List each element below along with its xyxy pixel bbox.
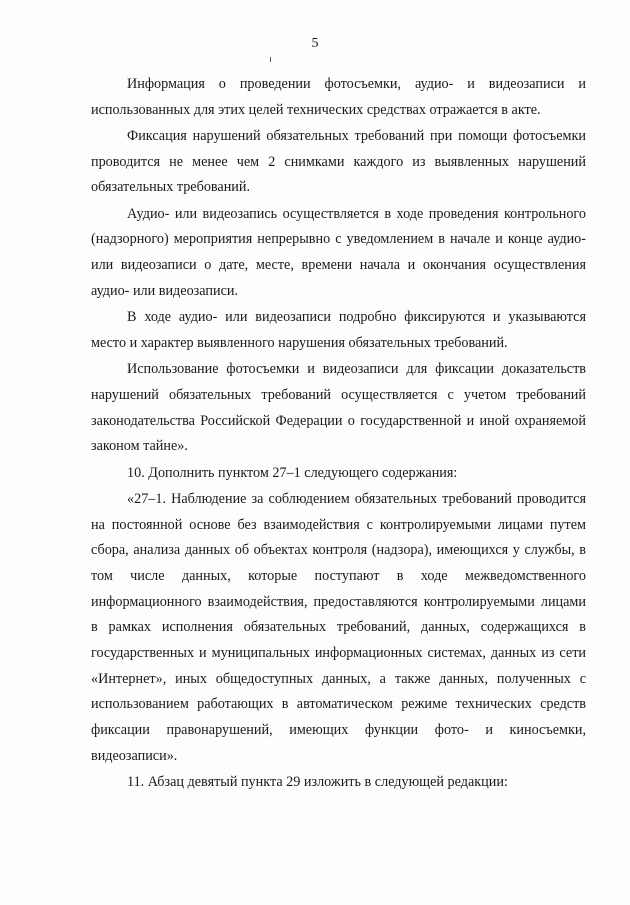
paragraph-photo-video-info: Информация о проведении фотосъемки, аудио- и видеозаписи и использованных для этих целей технических средствах отражается в акте. xyxy=(91,76,586,118)
paragraph-photo-fixation: Фиксация нарушений обязательных требований при помощи фотосъемки проводится не менее чем 2 снимками каждого из выявленных нарушений обязательных требований. xyxy=(91,128,586,196)
paragraph-evidence-usage: Использование фотосъемки и видеозаписи для фиксации доказательств нарушений обязательных требований осуществляется с учетом требований законодательства Российской Федерации о государственной и иной охраняемой законом тайне». xyxy=(91,361,586,455)
scan-speck xyxy=(270,57,271,62)
paragraph-item-10: 10. Дополнить пунктом 27–1 следующего содержания: xyxy=(127,464,458,481)
paragraph-item-11: 11. Абзац девятый пункта 29 изложить в следующей редакции: xyxy=(127,774,508,791)
document-body xyxy=(91,72,586,796)
page-number: 5 xyxy=(311,36,319,51)
paragraph-recording-details: В ходе аудио- или видеозаписи подробно фиксируются и указываются место и характер выявленного нарушения обязательных требований. xyxy=(91,309,586,351)
paragraph-audio-video-recording: Аудио- или видеозапись осуществляется в ходе проведения контрольного (надзорного) мероприятия непрерывно с уведомлением в начале и конце аудио- или видеозаписи о дате, месте, времени начала и окончания осуществления аудио- или видеозаписи. xyxy=(91,205,586,299)
paragraph-item-27-1: «27–1. Наблюдение за соблюдением обязательных требований проводится на постоянной основе без взаимодействия с контролируемыми лицами путем сбора, анализа данных об объектах контроля (надзора), имеющихся у службы, в том числе данных, которые поступают в ходе межведомственного информационного взаимодействия, предоставляются контролируемыми лицами в рамках исполнения обязательных требований, данных, содержащихся в государственных и муниципальных информационных системах, данных из сети «Интернет», иных общедоступных данных, а также данных, полученных с использованием работающих в автоматическом режиме технических средств фиксации правонарушений, имеющих функции фото- и киносъемки, видеозаписи». xyxy=(91,490,586,764)
